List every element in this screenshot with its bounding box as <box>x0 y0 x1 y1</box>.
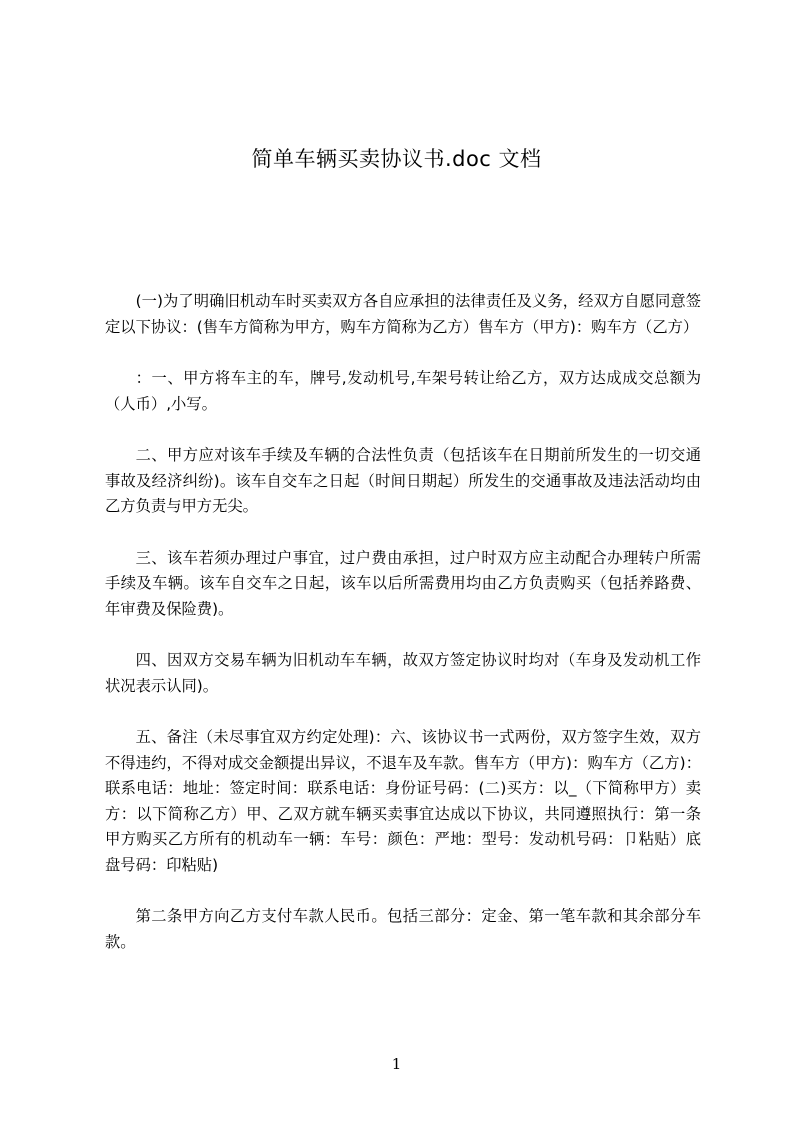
paragraph-clause-5: 五、备注（未尽事宜双方约定处理)：六、该协议书一式两份，双方签字生效，双方不得违约，不得对成交金额提出异议，不退车及车款。售车方（甲方)：购车方（乙方)：联系电话：地址：签定时间：联系电话：身份证号码：(二)买方：以_（下简称甲方）卖方：以下简称乙方）甲、乙双方就车辆买卖事宜达成以下协议，共同遵照执行：第一条甲方购买乙方所有的机动车一辆：车号：颜色：严地：型号：发动机号码：卩粘贴）底盘号码：印粘贴) <box>105 728 701 874</box>
paragraph-intro: (一)为了明确旧机动车时买卖双方各自应承担的法律责任及义务，经双方自愿同意签定以下协议：(售车方简称为甲方，购车方简称为乙方）售车方（甲方)：购车方（乙方） <box>105 292 701 336</box>
paragraph-clause-1: ：一、甲方将车主的车，牌号,发动机号,车架号转让给乙方，双方达成成交总额为（人币）,小写。 <box>105 369 701 413</box>
paragraph-article-2: 第二条甲方向乙方支付车款人民币。包括三部分：定金、第一笔车款和其余部分车款。 <box>105 907 701 951</box>
document-title: 简单车辆买卖协议书.doc 文档 <box>251 147 542 171</box>
document-body <box>105 289 701 981</box>
paragraph-clause-2: 二、甲方应对该车手续及车辆的合法性负责（包括该车在日期前所发生的一切交通事故及经济纠纷)。该车自交车之日起（时间日期起）所发生的交通事故及违法活动均由乙方负责与甲方无尖。 <box>105 446 701 515</box>
page-number: 1 <box>391 1055 402 1073</box>
paragraph-clause-4: 四、因双方交易车辆为旧机动车车辆，故双方签定协议时均对（车身及发动机工作状况表示认同)。 <box>105 651 701 695</box>
paragraph-clause-3: 三、该车若须办理过户事宜，过户费由承担，过户时双方应主动配合办理转户所需手续及车辆。该车自交车之日起，该车以后所需费用均由乙方负责购买（包括养路费、年审费及保险费)。 <box>105 548 701 618</box>
